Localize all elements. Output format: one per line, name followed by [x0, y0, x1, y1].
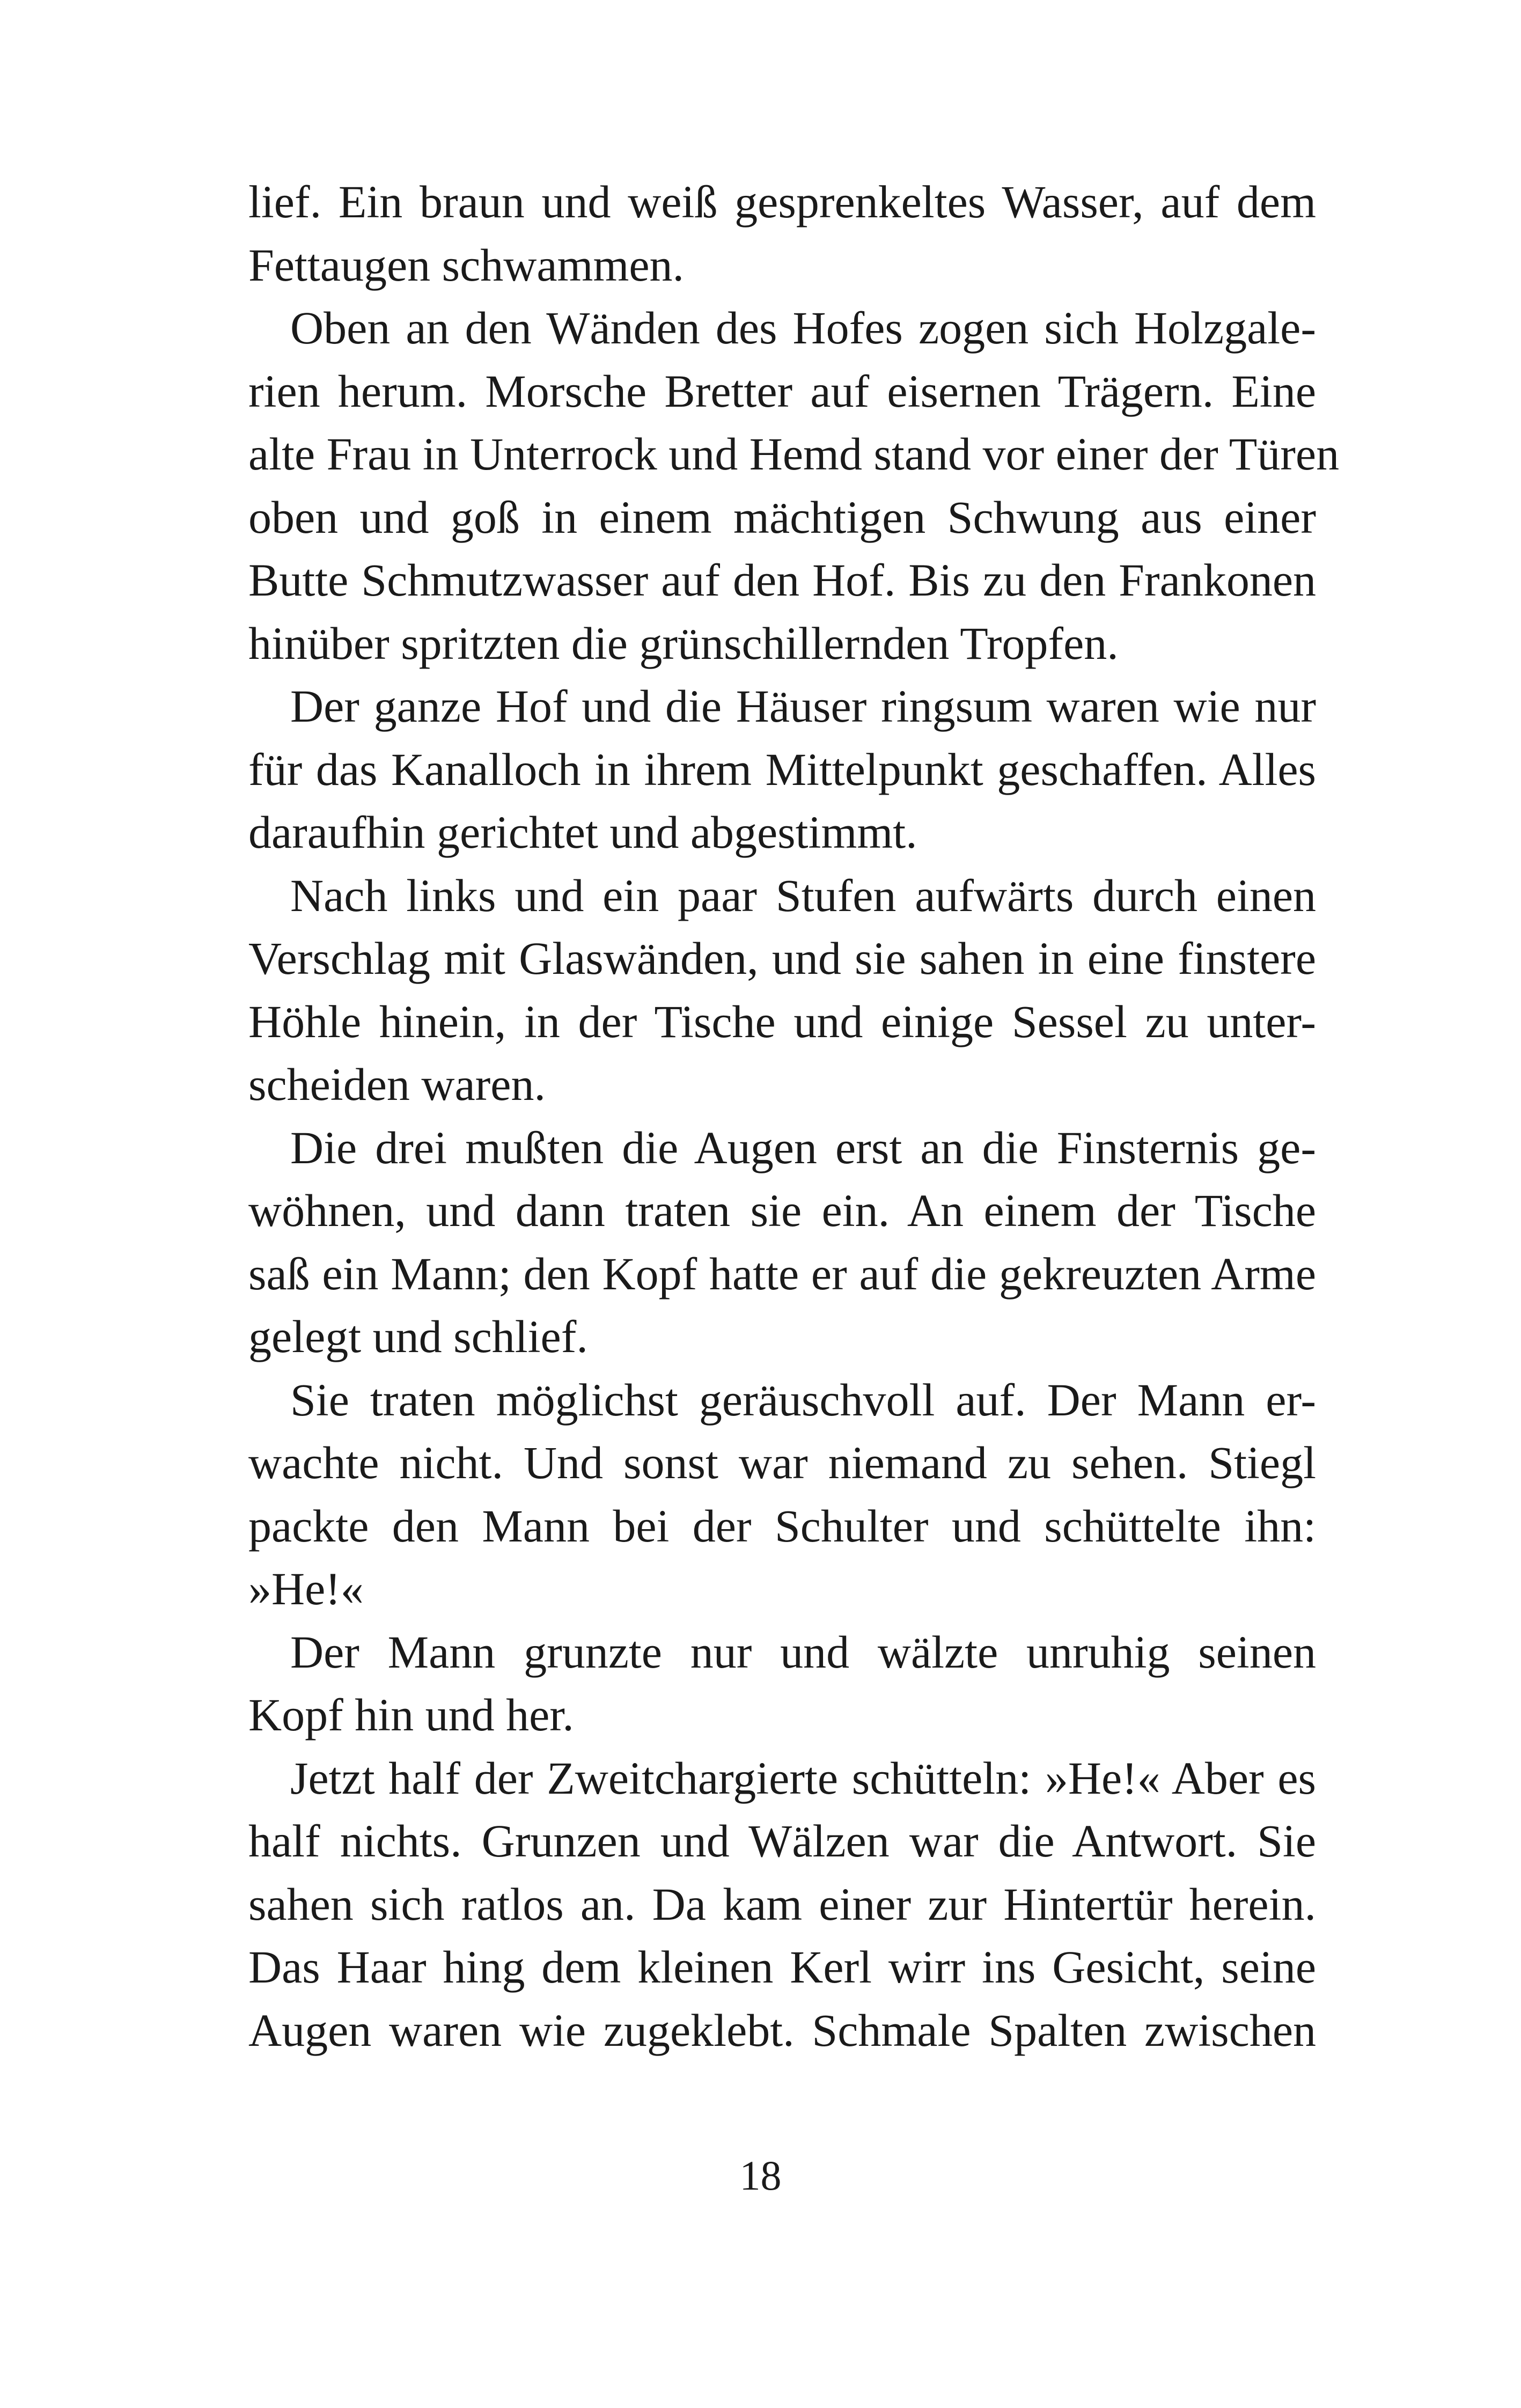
text-line: Oben an den Wänden des Hofes zogen sich Holzgale-: [290, 302, 1316, 354]
text-line: half nichts. Grunzen und Wälzen war die Antwort. Sie: [248, 1815, 1316, 1867]
text-line: Butte Schmutzwasser auf den Hof. Bis zu den Frankonen: [248, 554, 1316, 606]
text-line: Höhle hinein, in der Tische und einige Sessel zu unter-: [248, 995, 1316, 1047]
body-text: [248, 171, 1340, 2062]
paragraph: [248, 864, 1316, 1117]
text-line: Der ganze Hof und die Häuser ringsum waren wie nur: [290, 680, 1316, 732]
paragraph: [248, 171, 1316, 297]
text-line: Kopf hin und her.: [248, 1689, 574, 1741]
paragraph: [248, 1369, 1316, 1621]
text-line: lief. Ein braun und weiß gesprenkeltes Wasser, auf dem: [248, 176, 1316, 227]
text-line: Jetzt half der Zweitchargierte schütteln: »He!« Aber es: [290, 1752, 1316, 1804]
paragraph: [248, 675, 1316, 864]
text-line: wachte nicht. Und sonst war niemand zu sehen. Stiegl: [248, 1437, 1316, 1488]
text-line: packte den Mann bei der Schulter und schüttelte ihn:: [248, 1500, 1316, 1552]
paragraph: [248, 1621, 1316, 1747]
paragraph: [248, 1117, 1316, 1369]
text-line: alte Frau in Unterrock und Hemd stand vor einer der Türen: [248, 428, 1340, 480]
text-line: hinüber spritzten die grünschillernden Tropfen.: [248, 617, 1119, 669]
text-line: Augen waren wie zugeklebt. Schmale Spalten zwischen: [248, 2004, 1316, 2056]
text-line: Sie traten möglichst geräuschvoll auf. Der Mann er-: [290, 1374, 1316, 1426]
text-line: wöhnen, und dann traten sie ein. An einem der Tische: [248, 1185, 1316, 1236]
text-line: daraufhin gerichtet und abgestimmt.: [248, 806, 917, 858]
text-line: Das Haar hing dem kleinen Kerl wirr ins Gesicht, seine: [248, 1941, 1316, 1993]
text-line: gelegt und schlief.: [248, 1311, 588, 1362]
text-line: sahen sich ratlos an. Da kam einer zur Hintertür herein.: [248, 1878, 1316, 1930]
text-line: Die drei mußten die Augen erst an die Finsternis ge-: [290, 1121, 1316, 1173]
text-line: Verschlag mit Glaswänden, und sie sahen in eine finstere: [248, 933, 1316, 984]
text-line: saß ein Mann; den Kopf hatte er auf die gekreuzten Arme: [248, 1247, 1316, 1300]
text-line: Der Mann grunzte nur und wälzte unruhig seinen: [290, 1626, 1316, 1678]
text-line: oben und goß in einem mächtigen Schwung aus einer: [248, 491, 1316, 543]
text-line: rien herum. Morsche Bretter auf eisernen Trägern. Eine: [248, 365, 1316, 417]
text-line: Nach links und ein paar Stufen aufwärts durch einen: [290, 869, 1316, 921]
page-number: 18: [739, 2152, 782, 2199]
text-line: für das Kanalloch in ihrem Mittelpunkt geschaffen. Alles: [248, 743, 1316, 795]
paragraph: [248, 1747, 1316, 2062]
paragraph: [248, 297, 1340, 675]
text-line: »He!«: [248, 1563, 364, 1614]
text-line: Fettaugen schwammen.: [248, 239, 685, 291]
text-line: scheiden waren.: [248, 1059, 546, 1110]
